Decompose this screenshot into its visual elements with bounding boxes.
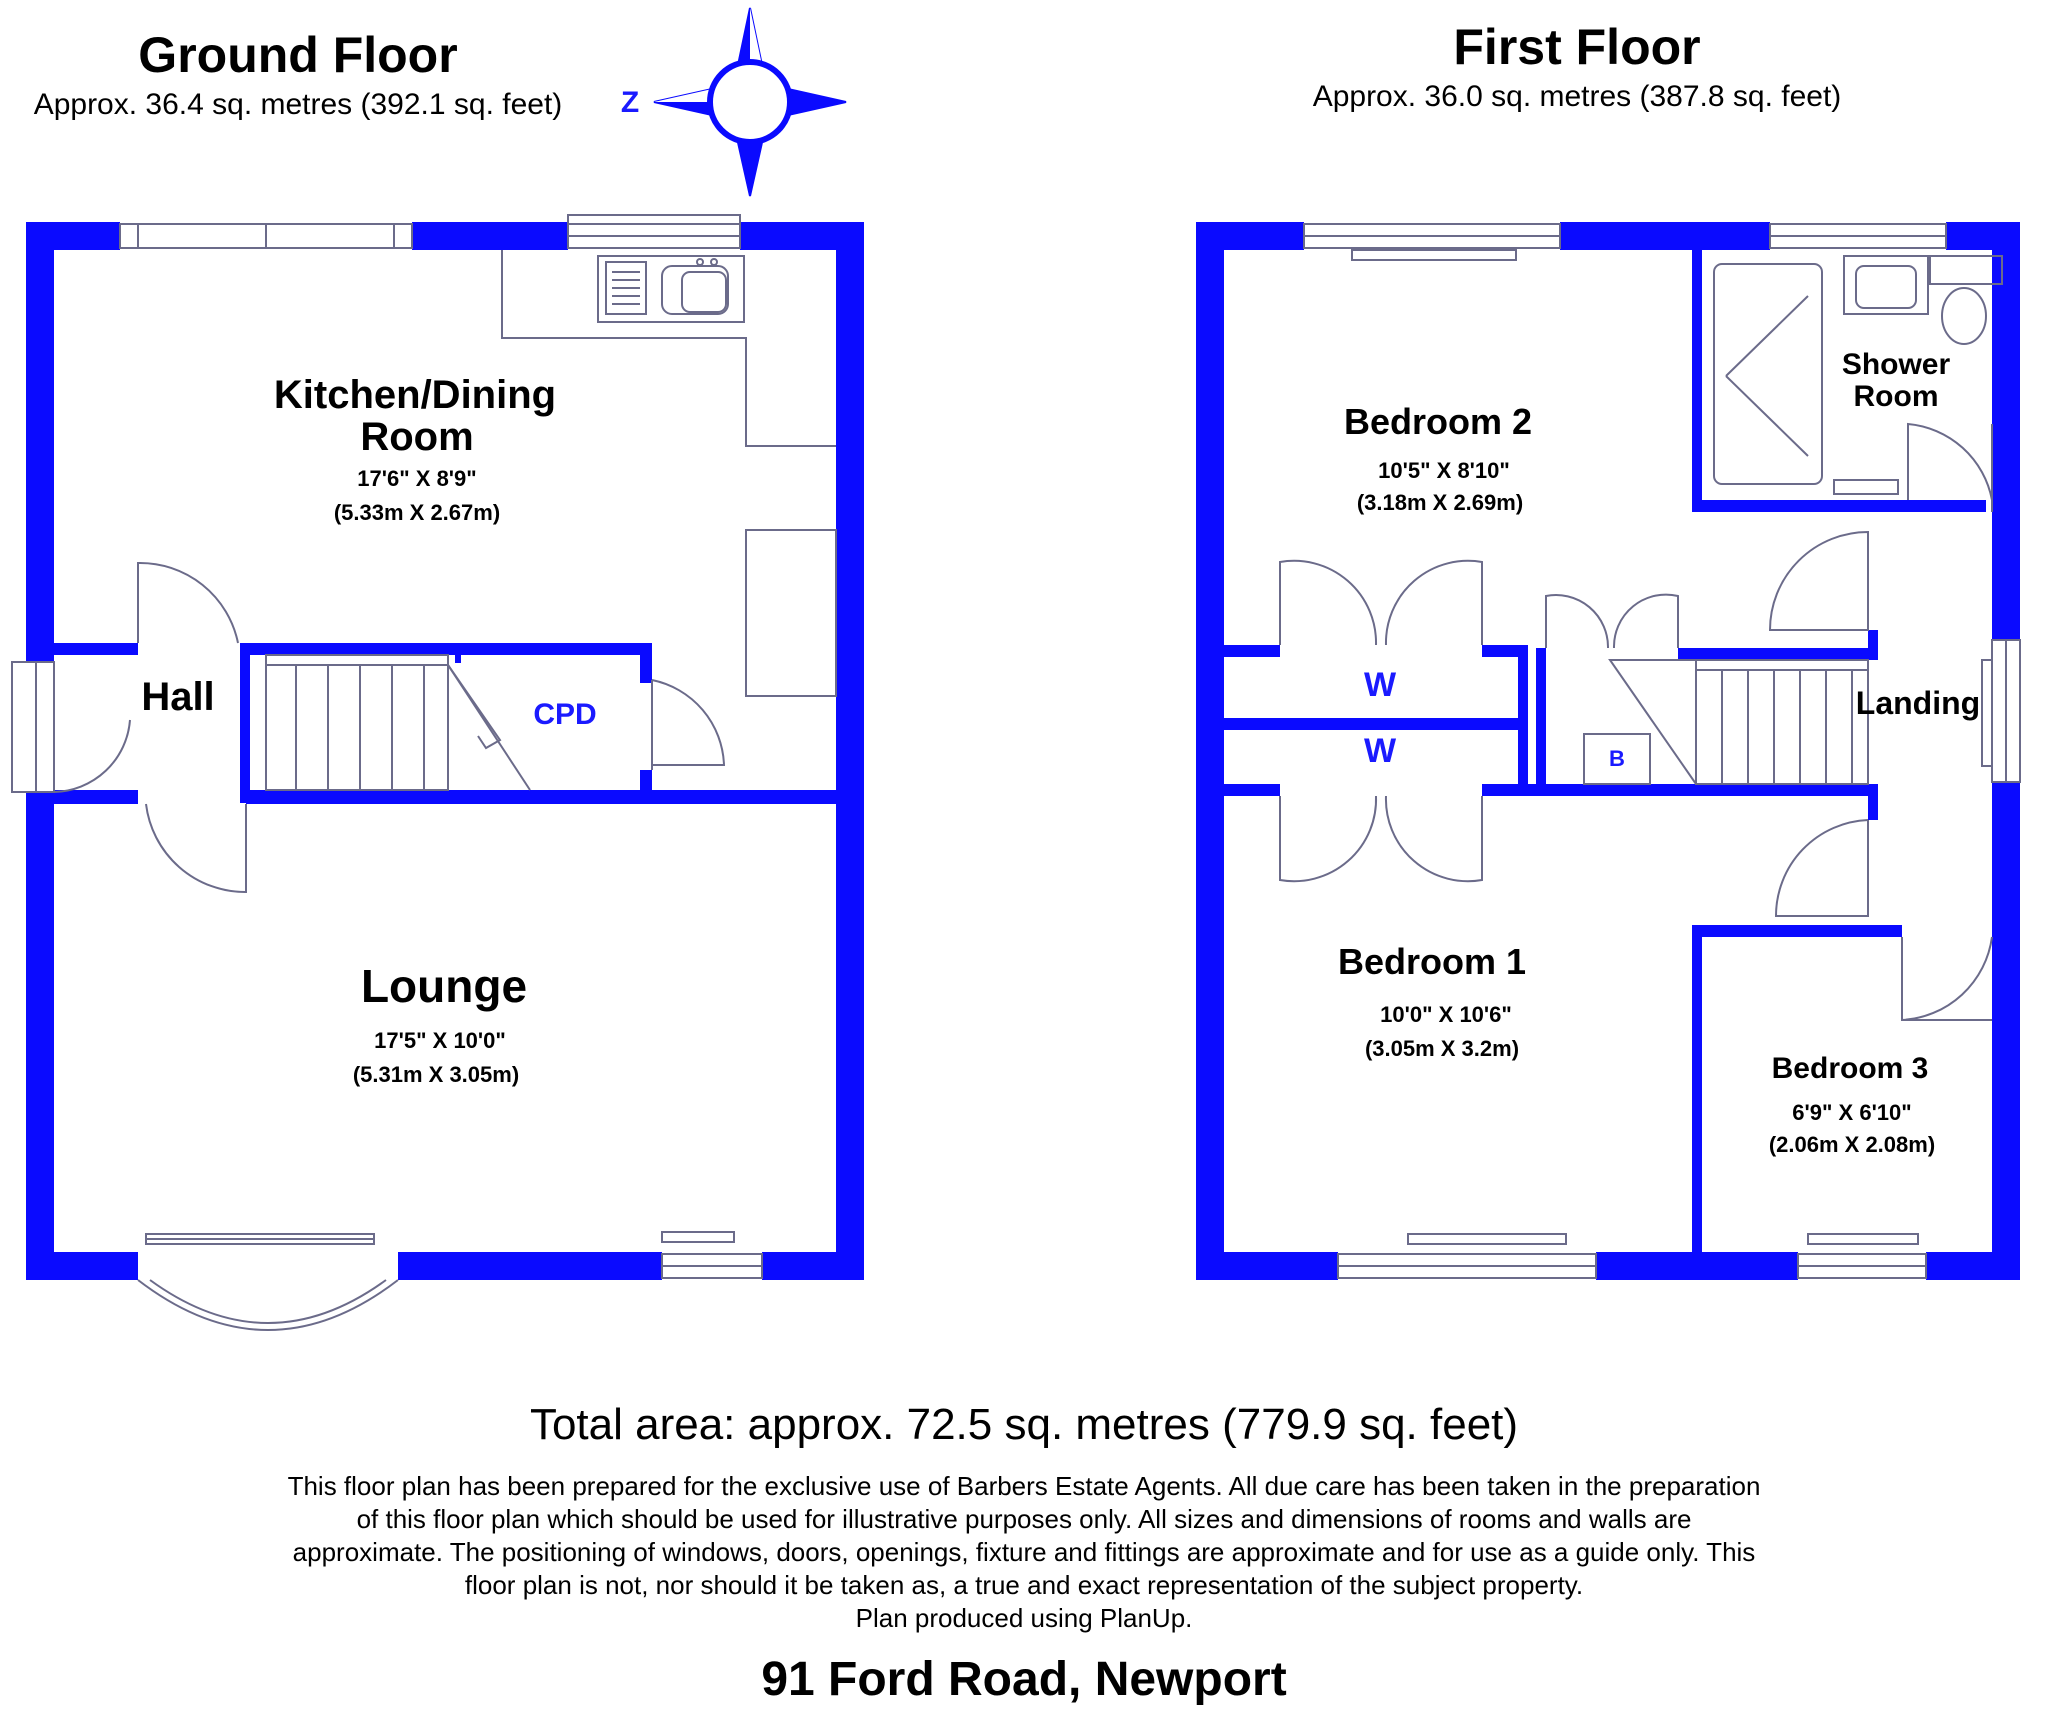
ground-floor-area: Approx. 36.4 sq. metres (392.1 sq. feet) (33, 88, 563, 121)
kitchen-label-line1: Kitchen/Dining (273, 373, 557, 417)
compass-label: Z (620, 86, 640, 119)
disclaimer-line: of this floor plan which should be used for illustrative purposes only. All sizes and dimensions of rooms and walls are (356, 1504, 1692, 1534)
disclaimer (0, 1470, 2048, 1635)
wardrobe-lower-label: W (1363, 732, 1397, 770)
ground-floor-stairs (266, 655, 530, 790)
bedroom3-dim-imperial: 6'9" X 6'10" (1792, 1100, 1912, 1125)
bedroom2-dim-imperial: 10'5" X 8'10" (1378, 458, 1510, 483)
property-address: 91 Ford Road, Newport (761, 1653, 1287, 1706)
bedroom2-label: Bedroom 2 (1343, 401, 1533, 442)
disclaimer-line: This floor plan has been prepared for the exclusive use of Barbers Estate Agents. All due care has been taken in the preparation (287, 1471, 1761, 1501)
first-floor-stairs (1584, 660, 1868, 784)
bedroom3-label: Bedroom 3 (1771, 1052, 1929, 1085)
disclaimer-line: Plan produced using PlanUp. (855, 1603, 1193, 1633)
ground-floor-doors (54, 563, 724, 892)
lounge-dim-metric: (5.31m X 3.05m) (352, 1062, 520, 1087)
first-floor-area: Approx. 36.0 sq. metres (387.8 sq. feet) (1312, 80, 1842, 113)
shower-room-label-line2: Room (1853, 380, 1939, 413)
ground-floor-title: Ground Floor (138, 27, 458, 83)
lounge-dim-imperial: 17'5" X 10'0" (374, 1028, 506, 1053)
bedroom2-dim-metric: (3.18m X 2.69m) (1356, 490, 1524, 515)
compass-icon (654, 8, 846, 196)
cpd-label: CPD (533, 698, 597, 731)
lounge-label: Lounge (360, 960, 528, 1012)
bedroom3-dim-metric: (2.06m X 2.08m) (1768, 1132, 1936, 1157)
disclaimer-line: floor plan is not, nor should it be taken as, a true and exact representation of the subject property. (464, 1570, 1584, 1600)
first-floor-title: First Floor (1453, 19, 1701, 75)
bedroom1-dim-metric: (3.05m X 3.2m) (1364, 1036, 1520, 1061)
bedroom1-dim-imperial: 10'0" X 10'6" (1380, 1002, 1512, 1027)
kitchen-dim-metric: (5.33m X 2.67m) (333, 500, 501, 525)
kitchen-label-line2: Room (360, 415, 474, 459)
bedroom1-label: Bedroom 1 (1337, 941, 1527, 982)
total-area: Total area: approx. 72.5 sq. metres (779.9 sq. feet) (529, 1400, 1519, 1449)
kitchen-worktop (502, 250, 836, 696)
hall-label: Hall (141, 675, 215, 719)
wardrobe-upper-label: W (1363, 666, 1397, 704)
shower-room-label-line1: Shower (1841, 348, 1951, 381)
disclaimer-line: approximate. The positioning of windows, doors, openings, fixture and fittings are approximate and for use as a guide only. This (292, 1537, 1756, 1567)
landing-label: Landing (1855, 685, 1981, 721)
kitchen-dim-imperial: 17'6" X 8'9" (357, 466, 477, 491)
boiler-label: B (1609, 746, 1625, 771)
